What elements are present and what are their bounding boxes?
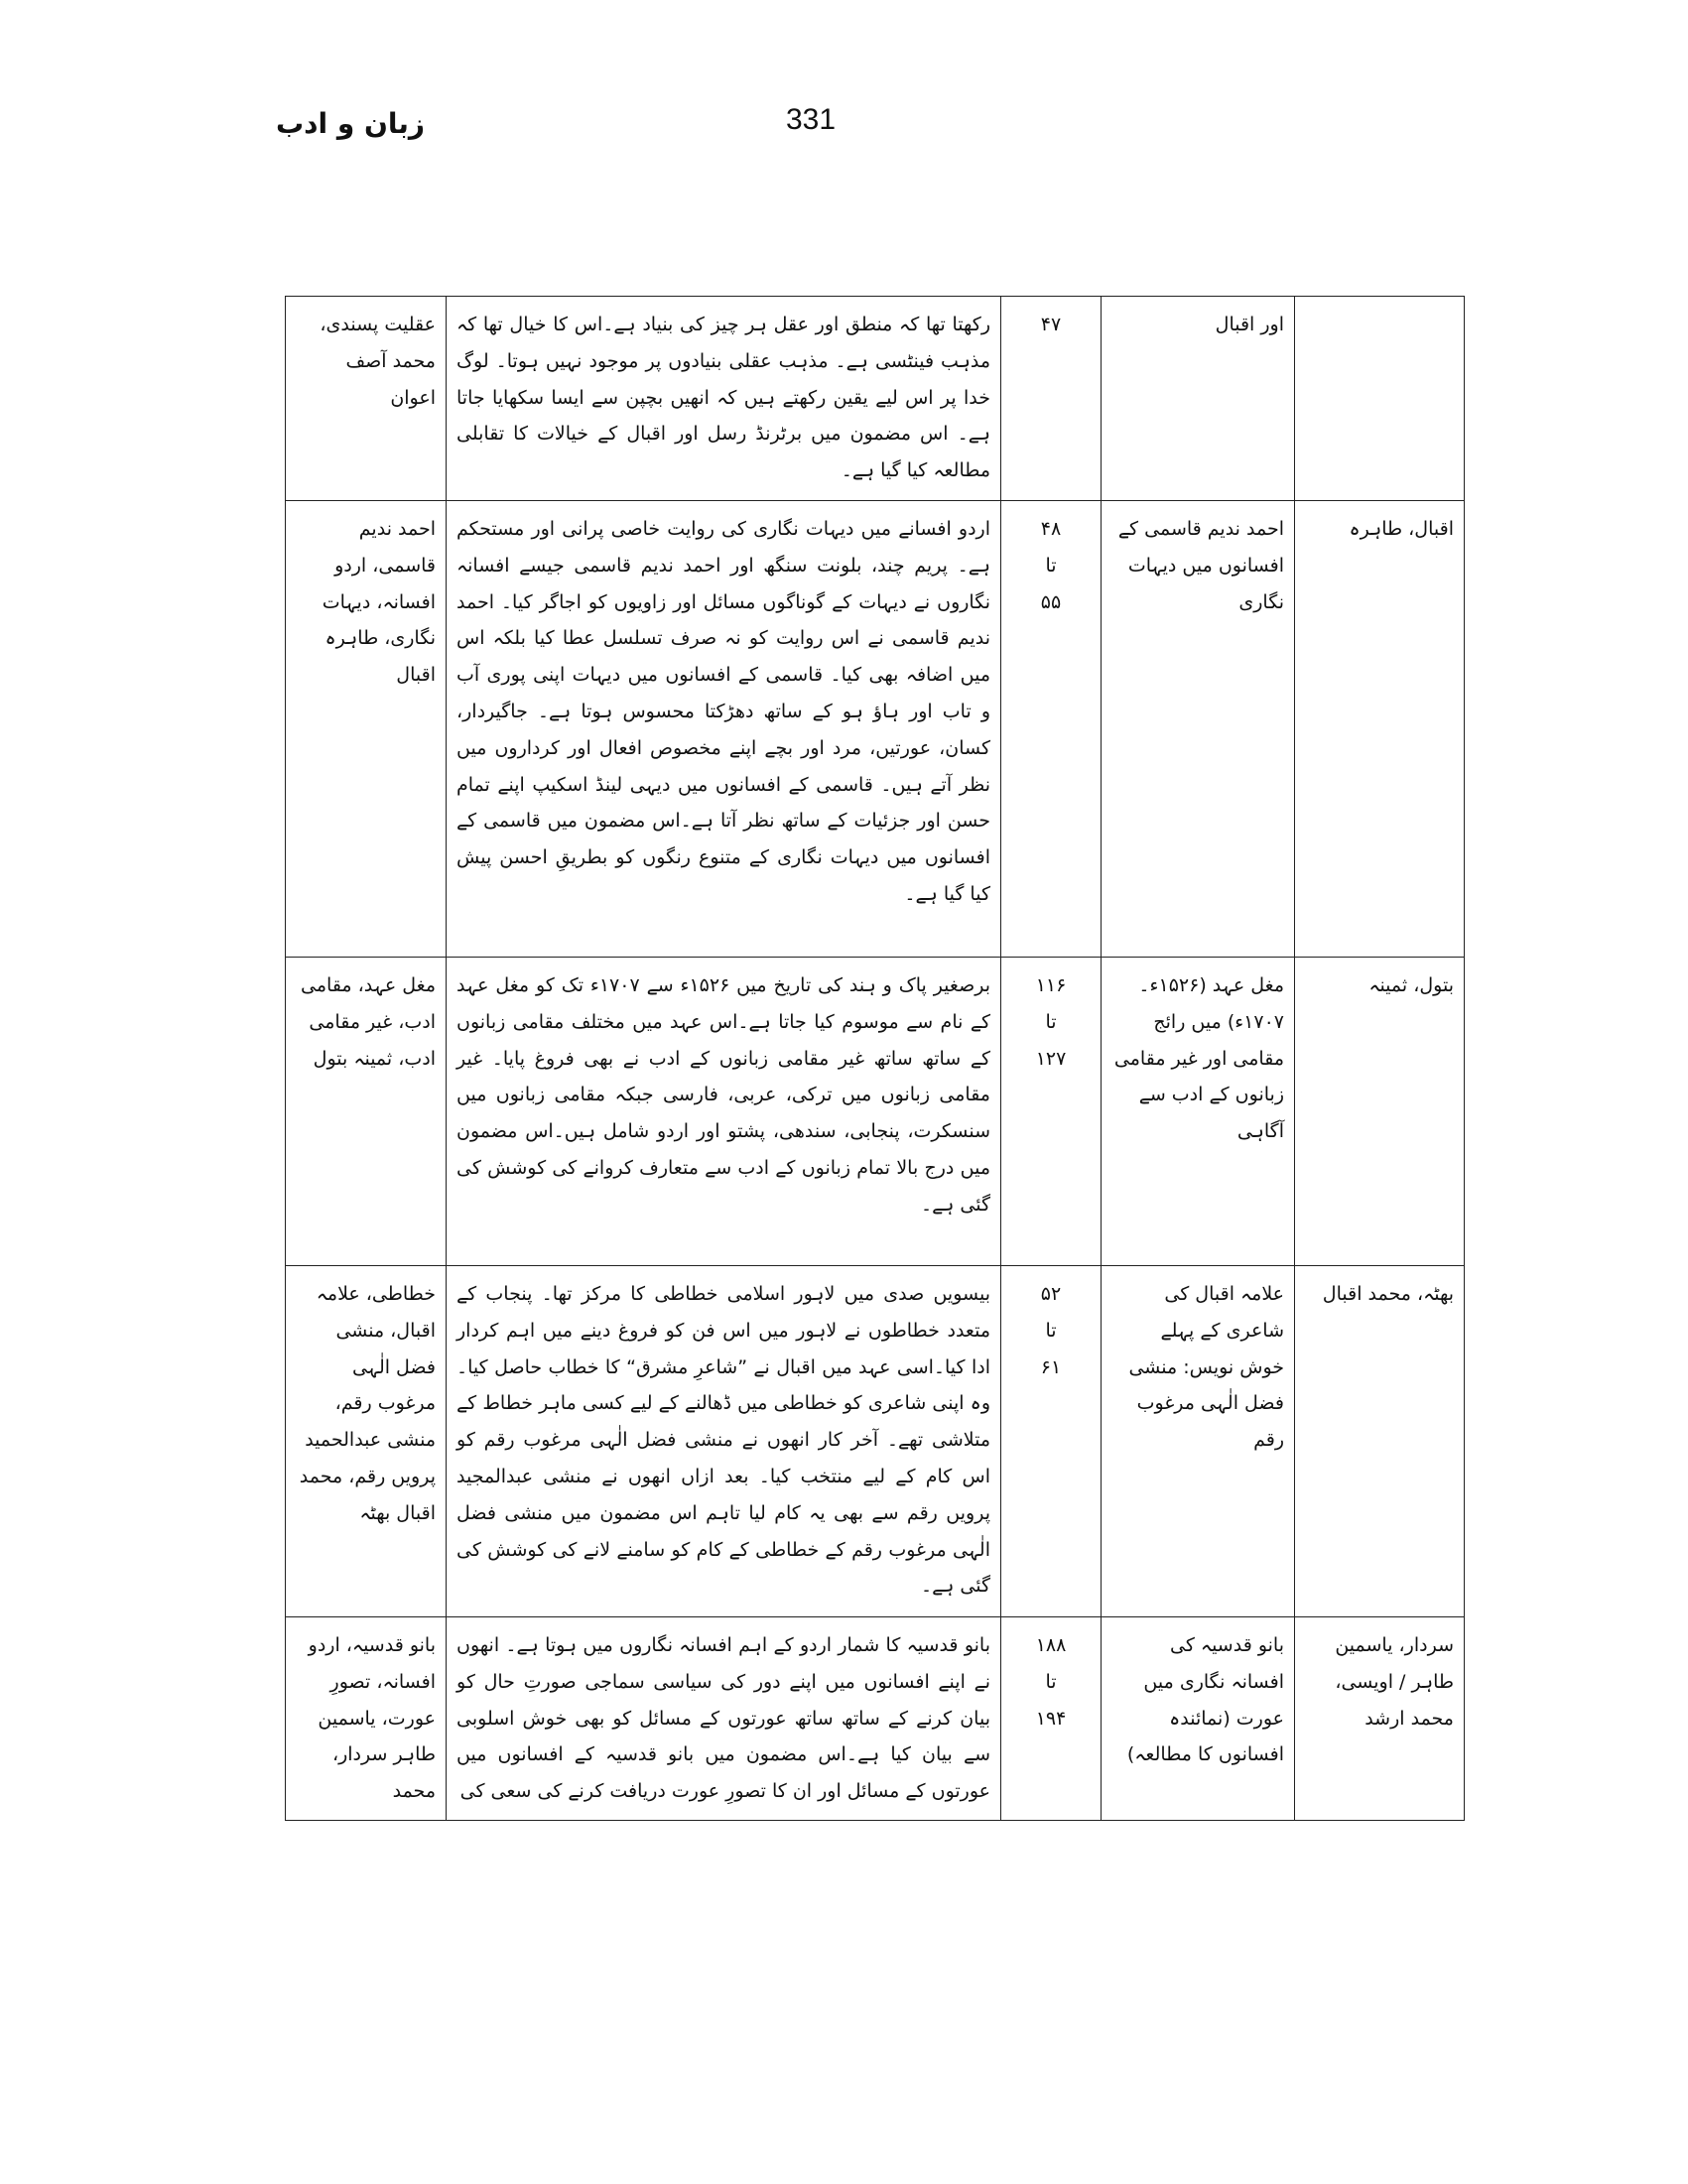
table-row — [286, 501, 1465, 958]
author-cell: بھٹہ، محمد اقبال — [1295, 1266, 1465, 1617]
table-row — [286, 958, 1465, 1266]
page-number: 331 — [786, 103, 837, 136]
page-range-part: ۱۸۸ — [1035, 1634, 1067, 1656]
pages-cell — [1001, 501, 1102, 958]
journal-title: زبان و ادب — [276, 107, 426, 140]
table-row — [286, 1617, 1465, 1821]
page-range-part: ۵۵ — [1040, 590, 1062, 613]
summary-cell: اردو افسانے میں دیہات نگاری کی روایت خاصی پرانی اور مستحکم ہے۔ پریم چند، بلونت سنگھ اور احمد ندیم قاسمی جیسے افسانہ نگاروں نے دیہات کے گوناگوں مسائل اور زاویوں کو اجاگر کیا۔ احمد ندیم قاسمی نے اس روایت کو نہ صرف تسلسل عطا کیا بلکہ اس میں اضافہ بھی کیا۔ قاسمی کے افسانوں میں دیہات اپنی پوری آب و تاب اور ہاؤ ہو کے ساتھ دھڑکتا محسوس ہوتا ہے۔ جاگیردار، کسان، عورتیں، مرد اور بچے اپنے مخصوص افعال اور کرداروں میں نظر آتے ہیں۔ قاسمی کے افسانوں میں دیہی لینڈ اسکیپ اپنے تمام حسن اور جزئیات کے ساتھ نظر آتا ہے۔اس مضمون میں قاسمی کے افسانوں میں دیہات نگاری کے متنوع رنگوں کو بطریقِ احسن پیش کیا گیا ہے۔ — [447, 501, 1001, 958]
keywords-cell: خطاطی، علامہ اقبال، منشی فضل الٰہی مرغوب رقم، منشی عبدالحمید پرویں رقم، محمد اقبال بھٹہ — [286, 1266, 447, 1617]
keywords-cell: عقلیت پسندی، محمد آصف اعوان — [286, 297, 447, 501]
keywords-cell: بانو قدسیہ، اردو افسانہ، تصورِ عورت، یاسمین طاہر سردار، محمد — [286, 1617, 447, 1821]
page-range-part: ۶۱ — [1040, 1355, 1062, 1378]
title-cell: مغل عہد (۱۵۲۶ء۔۱۷۰۷ء) میں رائج مقامی اور غیر مقامی زبانوں کے ادب سے آگاہی — [1102, 958, 1295, 1266]
page-range-part: تا — [1045, 554, 1057, 577]
page-range-part: ۱۹۴ — [1035, 1707, 1067, 1730]
page-range-part: تا — [1045, 1670, 1057, 1693]
author-cell: سردار، یاسمین طاہر / اویسی، محمد ارشد — [1295, 1617, 1465, 1821]
summary-cell: رکھتا تھا کہ منطق اور عقل ہر چیز کی بنیاد ہے۔اس کا خیال تھا کہ مذہب فینٹسی ہے۔ مذہب عقلی بنیادوں پر موجود نہیں ہوتا۔ لوگ خدا پر اس لیے یقین رکھتے ہیں کہ انھیں بچپن سے ایسا سکھایا جاتا ہے۔ اس مضمون میں برٹرنڈ رسل اور اقبال کے خیالات کا تقابلی مطالعہ کیا گیا ہے۔ — [447, 297, 1001, 501]
page-range-part: تا — [1045, 1010, 1057, 1033]
page-range-part: ۱۱۶ — [1035, 974, 1067, 996]
summary-cell: بانو قدسیہ کا شمار اردو کے اہم افسانہ نگاروں میں ہوتا ہے۔ انھوں نے اپنے افسانوں میں اپنے دور کی سیاسی سماجی صورتِ حال کو بیان کرنے کے ساتھ ساتھ عورتوں کے مسائل کو بھی خوش اسلوبی سے بیان کیا ہے۔اس مضمون میں بانو قدسیہ کے افسانوں میں عورتوں کے مسائل اور ان کا تصورِ عورت دریافت کرنے کی سعی کی — [447, 1617, 1001, 1821]
author-cell — [1295, 297, 1465, 501]
author-cell: اقبال، طاہرہ — [1295, 501, 1465, 958]
pages-cell — [1001, 297, 1102, 501]
keywords-cell: احمد ندیم قاسمی، اردو افسانہ، دیہات نگاری، طاہرہ اقبال — [286, 501, 447, 958]
summary-cell: برصغیر پاک و ہند کی تاریخ میں ۱۵۲۶ء سے ۱۷۰۷ء تک کو مغل عہد کے نام سے موسوم کیا جاتا ہے۔اس عہد میں مختلف مقامی زبانوں کے ساتھ ساتھ غیر مقامی زبانوں کے ادب نے بھی فروغ پایا۔ غیر مقامی زبانوں میں ترکی، عربی، فارسی جبکہ مقامی زبانوں میں سنسکرت، پنجابی، سندھی، پشتو اور اردو شامل ہیں۔اس مضمون میں درج بالا تمام زبانوں کے ادب سے متعارف کروانے کی کوشش کی گئی ہے۔ — [447, 958, 1001, 1266]
title-cell: احمد ندیم قاسمی کے افسانوں میں دیہات نگاری — [1102, 501, 1295, 958]
page-range-part: ۴۷ — [1040, 314, 1062, 335]
table-row — [286, 297, 1465, 501]
title-cell: علامہ اقبال کی شاعری کے پہلے خوش نویس: منشی فضل الٰہی مرغوب رقم — [1102, 1266, 1295, 1617]
pages-cell — [1001, 1266, 1102, 1617]
keywords-cell: مغل عہد، مقامی ادب، غیر مقامی ادب، ثمینہ بتول — [286, 958, 447, 1266]
title-cell: اور اقبال — [1102, 297, 1295, 501]
page-range-part: ۴۸ — [1040, 518, 1062, 540]
page-range-part: تا — [1045, 1319, 1057, 1342]
author-cell: بتول، ثمینہ — [1295, 958, 1465, 1266]
bibliography-table — [285, 296, 1465, 1821]
page-range-part: ۱۲۷ — [1035, 1047, 1067, 1070]
pages-cell — [1001, 1617, 1102, 1821]
title-cell: بانو قدسیہ کی افسانہ نگاری میں عورت (نمائندہ افسانوں کا مطالعہ) — [1102, 1617, 1295, 1821]
summary-cell: بیسویں صدی میں لاہور اسلامی خطاطی کا مرکز تھا۔ پنجاب کے متعدد خطاطوں نے لاہور میں اس فن کو فروغ دینے میں اہم کردار ادا کیا۔اسی عہد میں اقبال نے ”شاعرِ مشرق“ کا خطاب حاصل کیا۔ وہ اپنی شاعری کو خطاطی میں ڈھالنے کے لیے کسی ماہر خطاط کے متلاشی تھے۔ آخر کار انھوں نے منشی فضل الٰہی مرغوب رقم کو اس کام کے لیے منتخب کیا۔ بعد ازاں انھوں نے منشی عبدالمجید پرویں رقم سے بھی یہ کام لیا تاہم اس مضمون میں منشی فضل الٰہی مرغوب رقم کے خطاطی کے کام کو سامنے لانے کی کوشش کی گئی ہے۔ — [447, 1266, 1001, 1617]
page-range-part: ۵۲ — [1040, 1283, 1062, 1305]
pages-cell — [1001, 958, 1102, 1266]
table-row — [286, 1266, 1465, 1617]
